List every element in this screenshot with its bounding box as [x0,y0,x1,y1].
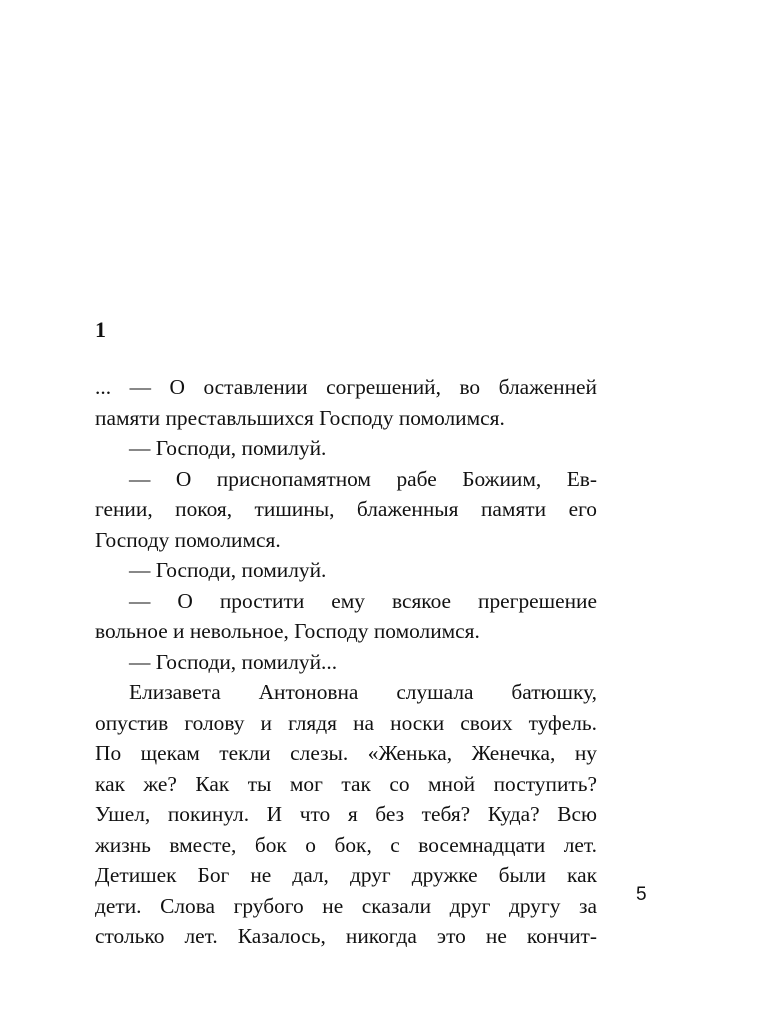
text-line: — О приснопамятном рабе Божиим, Ев- [129,466,597,491]
body-text [95,372,597,952]
text-line: дети. Слова грубого не сказали друг другу за [95,893,597,918]
text-line: — О простити ему всякое прегрешение [129,588,597,613]
page-number: 5 [636,884,647,905]
text-line: По щекам текли слезы. «Женька, Женечка, ну [95,741,597,765]
text-line: Елизавета Антоновна слушала батюшку, [129,680,597,704]
chapter-number: 1 [95,317,106,342]
text-line: — Господи, помилуй... [129,649,338,674]
text-line: Детишек Бог не дал, друг дружке были как [95,863,597,887]
text-line: гении, покоя, тишины, блаженныя памяти его [95,497,597,521]
text-line: памяти преставльшихся Господу помолимся. [95,405,505,430]
text-line: ... — О оставлении согрешений, во блаженней [95,375,597,399]
text-line: как же? Как ты мог так со мной поступить? [95,771,597,796]
text-line: столько лет. Казалось, никогда это не кончит- [95,924,597,948]
text-line: опустив голову и глядя на носки своих туфель. [95,710,597,735]
text-line: вольное и невольное, Господу помолимся. [95,619,480,643]
text-line: Господу помолимся. [95,527,281,552]
text-line: Ушел, покинул. И что я без тебя? Куда? Всю [95,802,597,826]
text-line: — Господи, помилуй. [129,558,327,582]
text-line: жизнь вместе, бок о бок, с восемнадцати лет. [95,832,597,857]
text-line: — Господи, помилуй. [129,436,327,460]
